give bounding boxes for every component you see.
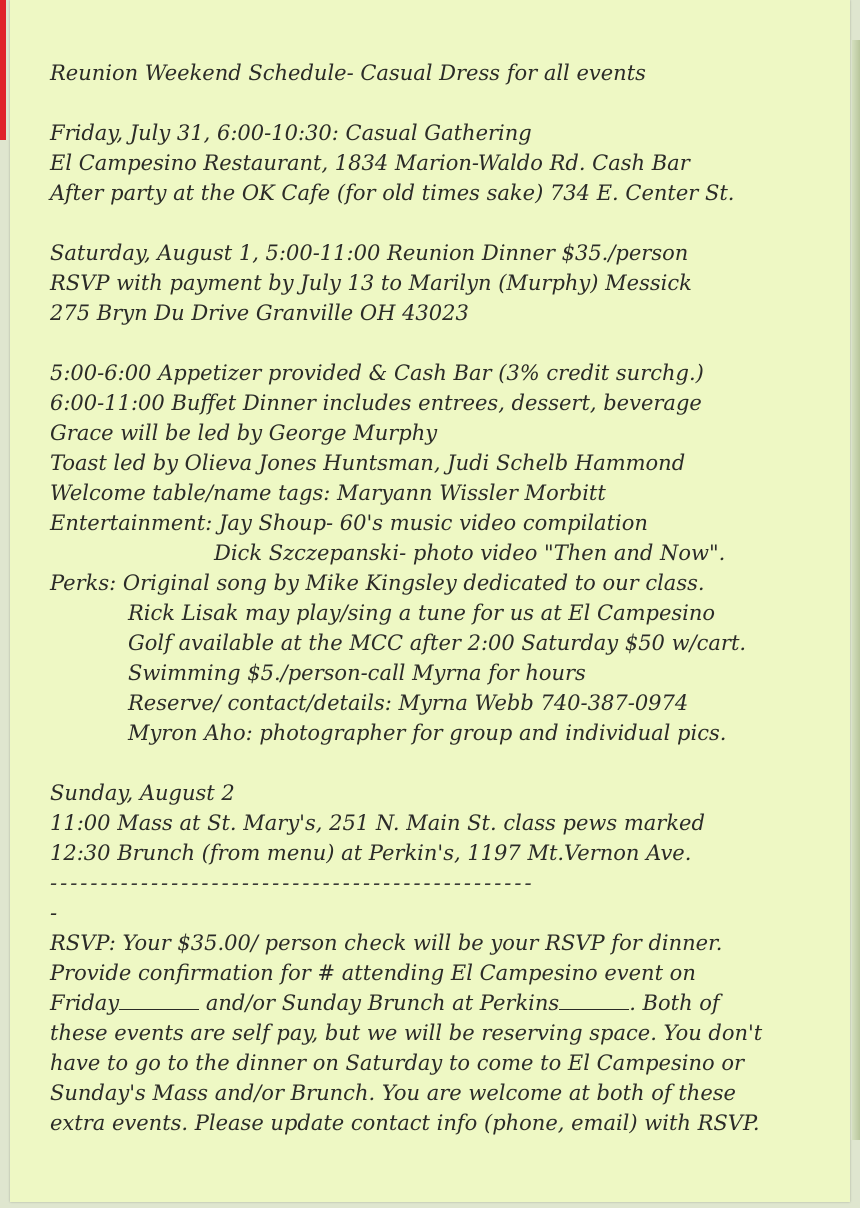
details-section — [50, 358, 830, 748]
toast-line: Toast led by Olieva Jones Huntsman, Judi Schelb Hammond — [50, 451, 686, 475]
welcome-line: Welcome table/name tags: Maryann Wissler Morbitt — [50, 481, 606, 505]
friday-line-1: Friday, July 31, 6:00-10:30: Casual Gathering — [50, 121, 532, 145]
flyer-sheet — [10, 0, 850, 1202]
cut-line-divider: ------------------------------------------------ — [50, 871, 535, 895]
saturday-line-1: Saturday, August 1, 5:00-11:00 Reunion Dinner $35./person — [50, 241, 689, 265]
entertainment-line-2: Dick Szczepanski- photo video "Then and Now". — [214, 541, 726, 565]
sunday-line-2: 11:00 Mass at St. Mary's, 251 N. Main St. class pews marked — [50, 811, 705, 835]
rsvp-line-7: extra events. Please update contact info (phone, email) with RSVP. — [50, 1111, 760, 1135]
sunday-line-1: Sunday, August 2 — [50, 781, 235, 805]
perks-line-4: Swimming $5./person-call Myrna for hours — [128, 661, 586, 685]
rsvp-section — [50, 928, 830, 1138]
appetizer-line: 5:00-6:00 Appetizer provided & Cash Bar (3% credit surchg.) — [50, 361, 704, 385]
grace-line: Grace will be led by George Murphy — [50, 421, 438, 445]
saturday-section — [50, 238, 830, 328]
rsvp-brunch-label: and/or Sunday Brunch at Perkins — [199, 991, 560, 1015]
saturday-line-3: 275 Bryn Du Drive Granville OH 43023 — [50, 301, 469, 325]
brunch-count-blank — [559, 991, 629, 1010]
red-edge-strip — [0, 0, 6, 140]
saturday-line-2: RSVP with payment by July 13 to Marilyn (Murphy) Messick — [50, 271, 692, 295]
page-title: Reunion Weekend Schedule- Casual Dress for all events — [50, 61, 646, 85]
perks-line-1: Perks: Original song by Mike Kingsley dedicated to our class. — [50, 571, 705, 595]
entertainment-line-1: Entertainment: Jay Shoup- 60's music video compilation — [50, 511, 648, 535]
friday-line-2: El Campesino Restaurant, 1834 Marion-Waldo Rd. Cash Bar — [50, 151, 690, 175]
rsvp-line-2: Provide confirmation for # attending El Campesino event on — [50, 961, 696, 985]
schedule-content — [50, 58, 830, 1138]
rsvp-line-6: Sunday's Mass and/or Brunch. You are welcome at both of these — [50, 1081, 736, 1105]
cut-line-tail: - — [50, 901, 58, 925]
perks-line-2: Rick Lisak may play/sing a tune for us at El Campesino — [128, 601, 716, 625]
perks-line-3: Golf available at the MCC after 2:00 Saturday $50 w/cart. — [128, 631, 747, 655]
right-edge-shadow — [852, 40, 860, 1140]
rsvp-friday-label: Friday — [50, 991, 120, 1015]
perks-line-5: Reserve/ contact/details: Myrna Webb 740-387-0974 — [128, 691, 689, 715]
rsvp-line-5: have to go to the dinner on Saturday to come to El Campesino or — [50, 1051, 745, 1075]
friday-line-3: After party at the OK Cafe (for old times sake) 734 E. Center St. — [50, 181, 735, 205]
sunday-section — [50, 778, 830, 868]
rsvp-line-4: these events are self pay, but we will be reserving space. You don't — [50, 1021, 763, 1045]
rsvp-line-1: RSVP: Your $35.00/ person check will be your RSVP for dinner. — [50, 931, 723, 955]
buffet-line: 6:00-11:00 Buffet Dinner includes entrees, dessert, beverage — [50, 391, 702, 415]
friday-section — [50, 118, 830, 208]
friday-count-blank — [119, 991, 199, 1010]
rsvp-line-3 — [50, 988, 830, 1018]
perks-line-6: Myron Aho: photographer for group and individual pics. — [128, 721, 727, 745]
sunday-line-3: 12:30 Brunch (from menu) at Perkin's, 1197 Mt.Vernon Ave. — [50, 841, 692, 865]
rsvp-both-of: . Both of — [629, 991, 720, 1015]
